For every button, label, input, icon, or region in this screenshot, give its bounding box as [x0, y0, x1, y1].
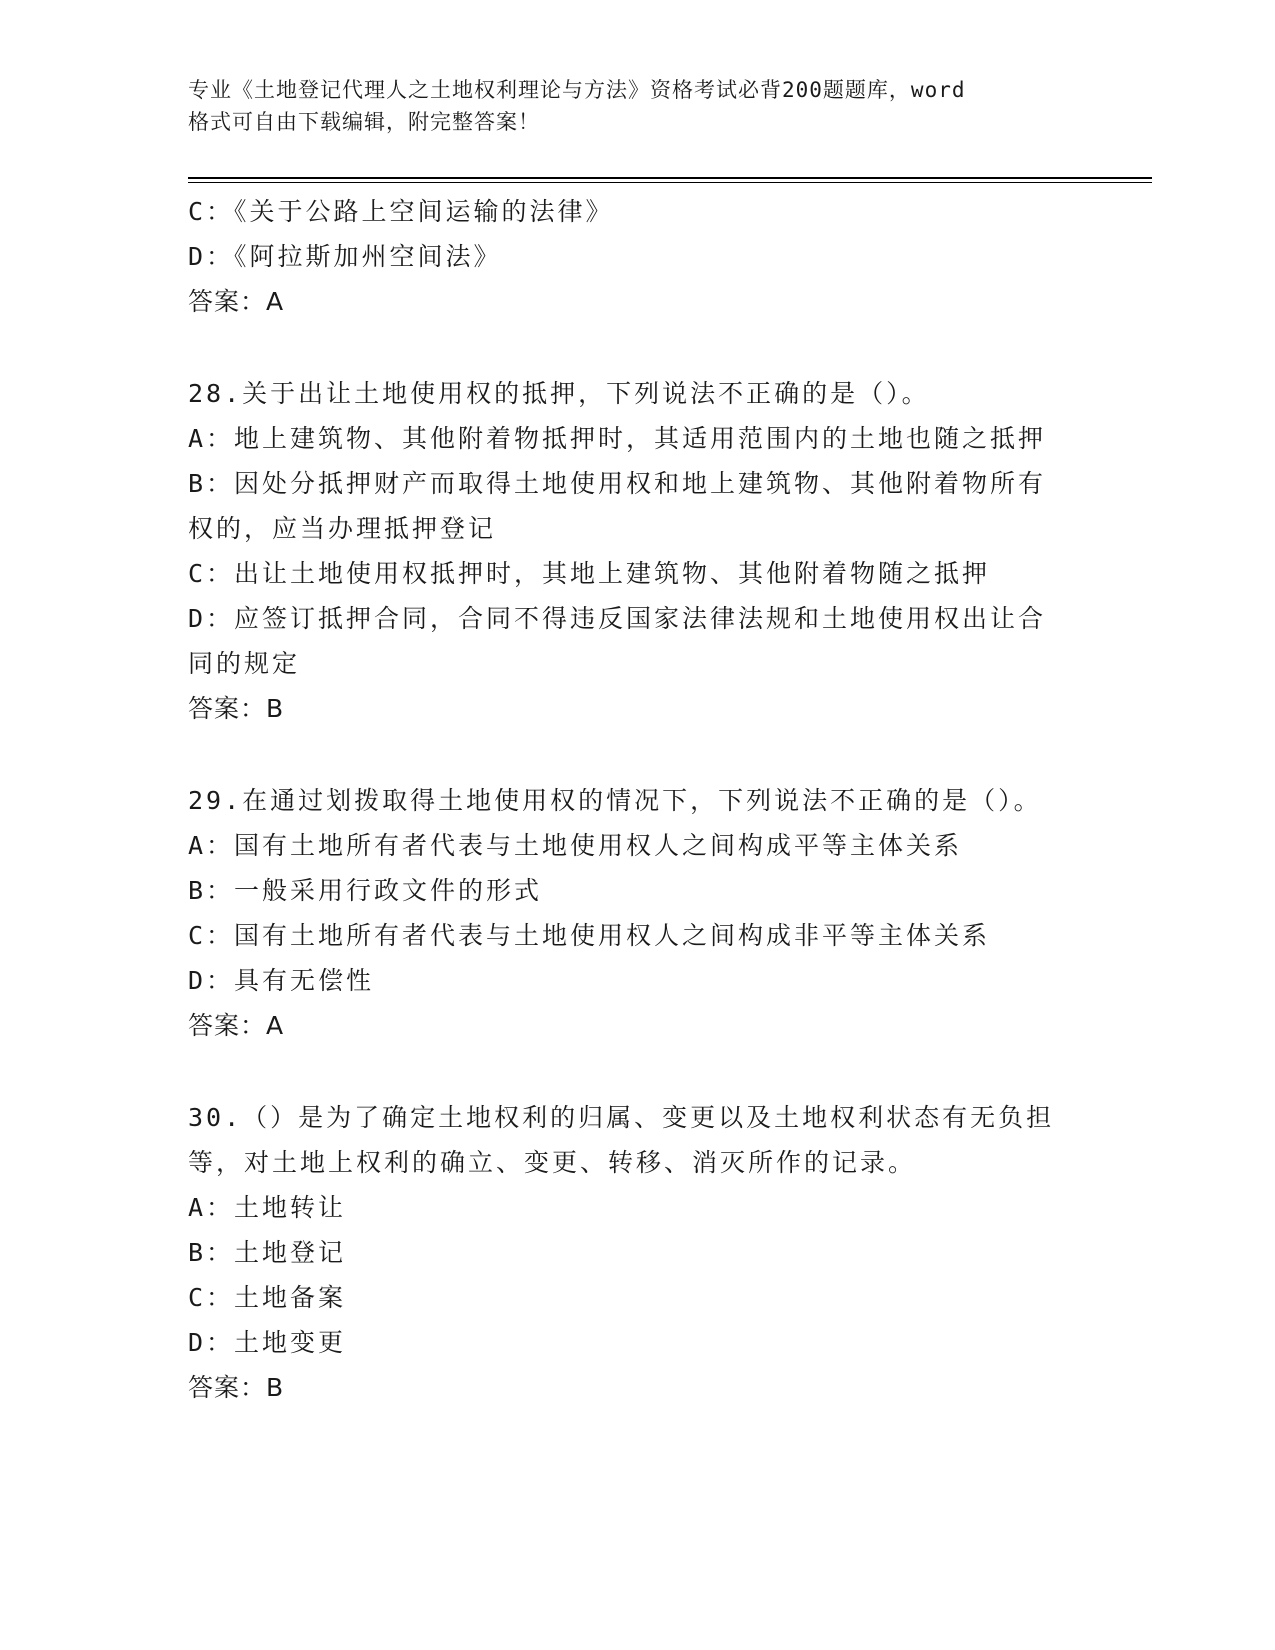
- question-27-tail: [188, 189, 1088, 324]
- option-b-line-1: B：因处分抵押财产而取得土地使用权和地上建筑物、其他附着物所有: [188, 469, 1047, 498]
- question-stem-line-1: 30.（）是为了确定土地权利的归属、变更以及土地权利状态有无负担: [188, 1103, 1055, 1132]
- question-stem-line-2: 等，对土地上权利的确立、变更、转移、消灭所作的记录。: [188, 1148, 917, 1177]
- question-29: [188, 778, 1088, 1048]
- option-d: D：土地变更: [188, 1328, 347, 1357]
- option-c: C：出让土地使用权抵押时，其地上建筑物、其他附着物随之抵押: [188, 559, 991, 588]
- document-header: [188, 74, 1068, 138]
- option-d: D：《阿拉斯加州空间法》: [188, 242, 502, 271]
- answer-line: 答案：A: [188, 1011, 285, 1040]
- option-b-line-2: 权的，应当办理抵押登记: [188, 514, 497, 543]
- option-b: B：一般采用行政文件的形式: [188, 876, 543, 905]
- spacer: [188, 731, 1088, 778]
- option-a: A：地上建筑物、其他附着物抵押时，其适用范围内的土地也随之抵押: [188, 424, 1047, 453]
- option-a: A：国有土地所有者代表与土地使用权人之间构成平等主体关系: [188, 831, 963, 860]
- header-divider-thick: [188, 177, 1152, 179]
- question-stem: 28.关于出让土地使用权的抵押，下列说法不正确的是（）。: [188, 379, 930, 408]
- header-divider-thin: [188, 182, 1152, 183]
- option-d-line-2: 同的规定: [188, 649, 301, 678]
- spacer: [188, 1048, 1088, 1095]
- answer-line: 答案：B: [188, 1373, 285, 1402]
- option-d: D：具有无偿性: [188, 966, 375, 995]
- option-c: C：《关于公路上空间运输的法律》: [188, 197, 614, 226]
- answer-line: 答案：B: [188, 694, 285, 723]
- option-b: B：土地登记: [188, 1238, 347, 1267]
- question-stem: 29.在通过划拨取得土地使用权的情况下，下列说法不正确的是（）。: [188, 786, 1042, 815]
- answer-line: 答案：A: [188, 287, 285, 316]
- option-d-line-1: D：应签订抵押合同，合同不得违反国家法律法规和土地使用权出让合: [188, 604, 1047, 633]
- question-list: [188, 189, 1088, 1410]
- spacer: [188, 324, 1088, 371]
- option-c: C：国有土地所有者代表与土地使用权人之间构成非平等主体关系: [188, 921, 991, 950]
- header-title-line-2: 格式可自由下载编辑，附完整答案！: [188, 110, 540, 134]
- option-a: A：土地转让: [188, 1193, 347, 1222]
- question-28: [188, 371, 1088, 731]
- option-c: C：土地备案: [188, 1283, 347, 1312]
- question-30: [188, 1095, 1088, 1410]
- header-title-line-1: 专业《土地登记代理人之土地权利理论与方法》资格考试必背200题题库，word: [188, 78, 966, 102]
